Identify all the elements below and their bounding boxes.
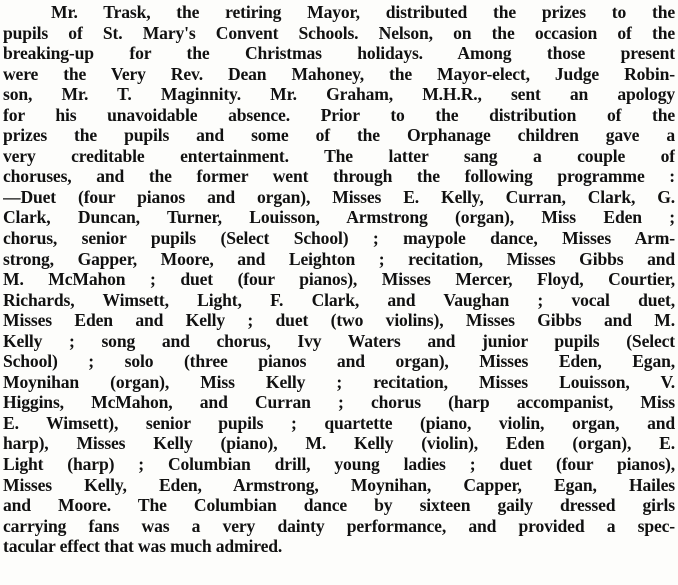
article-line: for his unavoidable absence. Prior to the distribution of the bbox=[3, 104, 675, 125]
article-line: Higgins, McMahon, and Curran ; chorus (harp accompanist, Miss bbox=[3, 392, 675, 413]
article-line: carrying fans was a very dainty performance, and provided a spec- bbox=[3, 515, 675, 536]
article-line: Kelly ; song and chorus, Ivy Waters and junior pupils (Select bbox=[3, 330, 675, 351]
article-line: chorus, senior pupils (Select School) ; maypole dance, Misses Arm- bbox=[3, 228, 675, 249]
article-line: were the Very Rev. Dean Mahoney, the Mayor-elect, Judge Robin- bbox=[3, 63, 675, 84]
article-paragraph bbox=[3, 2, 678, 557]
article-line: harp), Misses Kelly (piano), M. Kelly (violin), Eden (organ), E. bbox=[3, 433, 675, 454]
article-line: Mr. Trask, the retiring Mayor, distributed the prizes to the bbox=[51, 2, 675, 22]
article-line: Misses Kelly, Eden, Armstrong, Moynihan, Capper, Egan, Hailes bbox=[3, 474, 675, 495]
article-line: —Duet (four pianos and organ), Misses E. Kelly, Curran, Clark, G. bbox=[3, 186, 675, 207]
article-line: prizes the pupils and some of the Orphanage children gave a bbox=[3, 125, 675, 146]
article-line: very creditable entertainment. The latter sang a couple of bbox=[3, 145, 675, 166]
article-line: Light (harp) ; Columbian drill, young ladies ; duet (four pianos), bbox=[3, 454, 675, 475]
article-line: M. McMahon ; duet (four pianos), Misses Mercer, Floyd, Courtier, bbox=[3, 269, 675, 290]
article-line: strong, Gapper, Moore, and Leighton ; recitation, Misses Gibbs and bbox=[3, 248, 675, 269]
article-line: breaking-up for the Christmas holidays. Among those present bbox=[3, 43, 675, 64]
article-line: son, Mr. T. Maginnity. Mr. Graham, M.H.R., sent an apology bbox=[3, 84, 675, 105]
article-line: pupils of St. Mary's Convent Schools. Nelson, on the occasion of the bbox=[3, 22, 675, 43]
article-line: Clark, Duncan, Turner, Louisson, Armstrong (organ), Miss Eden ; bbox=[3, 207, 675, 228]
article-line: tacular effect that was much admired. bbox=[3, 536, 283, 557]
article-line: School) ; solo (three pianos and organ), Misses Eden, Egan, bbox=[3, 351, 675, 372]
article-line: and Moore. The Columbian dance by sixteen gaily dressed girls bbox=[3, 495, 675, 516]
article-line: choruses, and the former went through the following programme : bbox=[3, 166, 675, 187]
article-line: Moynihan (organ), Miss Kelly ; recitation, Misses Louisson, V. bbox=[3, 371, 675, 392]
article-line: Misses Eden and Kelly ; duet (two violins), Misses Gibbs and M. bbox=[3, 310, 675, 331]
article-line: E. Wimsett), senior pupils ; quartette (piano, violin, organ, and bbox=[3, 412, 675, 433]
article-line: Richards, Wimsett, Light, F. Clark, and Vaughan ; vocal duet, bbox=[3, 289, 675, 310]
